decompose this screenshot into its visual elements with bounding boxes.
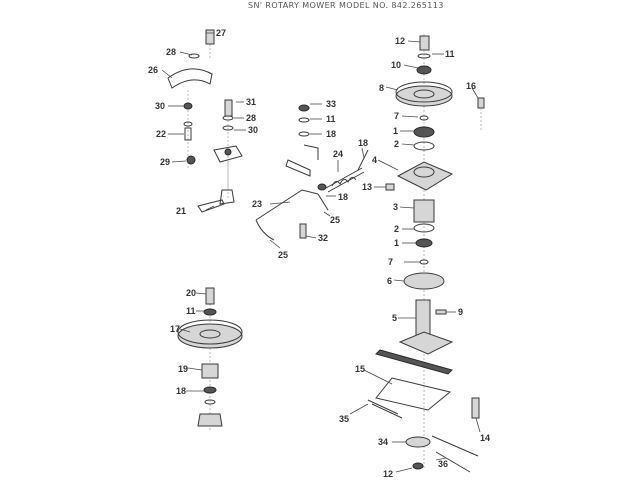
bolt-20 [206,288,214,304]
washer-18c [318,184,326,190]
bearing-1-bottom [416,239,432,247]
label-3: 3 [393,202,399,212]
label-23: 23 [252,199,263,209]
label-21: 21 [176,206,187,216]
label-14: 14 [480,433,491,443]
blade [376,350,452,374]
bolt-12-bottom [413,463,423,469]
bearing-1-top [414,127,434,137]
label-17: 17 [170,324,181,334]
spring-26 [168,69,212,88]
label-12-bottom: 12 [383,469,394,479]
bracket-mid [304,145,318,160]
label-30b: 30 [248,125,259,135]
label-18-lower: 18 [176,386,187,396]
spring-rod-24 [326,168,364,192]
rod-23 [256,190,318,220]
bolt-12-top [420,36,429,50]
hub-19 [202,364,218,378]
pin-9 [436,310,446,314]
label-25a: 25 [330,215,341,225]
housing-plate-4 [398,162,452,190]
label-16: 16 [466,81,477,91]
label-11-mid: 11 [326,114,336,124]
label-10: 10 [391,60,402,70]
label-24: 24 [333,149,344,159]
label-2-top: 2 [394,139,400,149]
label-19: 19 [178,364,189,374]
label-35: 35 [339,414,350,424]
bearing-housing-3 [414,200,434,222]
washer-34 [406,437,430,447]
label-30: 30 [155,101,166,111]
bolt-31 [225,100,232,116]
label-13: 13 [362,182,373,192]
label-33: 33 [326,99,337,109]
label-22: 22 [156,129,167,139]
label-8: 8 [379,83,385,93]
left-upper-assembly [168,30,242,212]
label-5: 5 [392,313,398,323]
label-7-top: 7 [394,111,400,121]
bolt-13 [386,184,394,190]
label-26: 26 [148,65,159,75]
pulley-8 [396,86,452,106]
rod-bend-25 [256,220,274,240]
nut-30a [184,103,192,109]
label-12-top: 12 [395,36,406,46]
label-31: 31 [246,97,257,107]
spindle-flange [400,332,452,354]
label-1-top: 1 [393,126,399,136]
label-27: 27 [216,28,227,38]
link-plate [286,160,310,176]
blade-adapter-15 [376,378,450,410]
label-20: 20 [186,288,197,298]
middle-linkage-assembly [256,105,368,240]
label-29: 29 [160,157,171,167]
nut-11-lower [204,309,216,315]
label-34: 34 [378,437,389,447]
label-36: 36 [438,459,449,469]
label-18c: 18 [338,192,349,202]
bolt-27 [206,30,214,44]
label-9: 9 [458,307,464,317]
label-2-bottom: 2 [394,224,400,234]
label-18a: 18 [326,129,337,139]
spindle-5 [416,300,430,336]
bolt-32 [300,224,306,238]
lever-block [220,190,234,204]
label-25b: 25 [278,250,289,260]
pulley-6 [404,273,444,289]
bolt-14 [472,398,479,418]
nut-29 [187,156,195,164]
diagram-title: SN' ROTARY MOWER MODEL NO. 842.265113 [248,1,444,10]
label-28: 28 [166,47,177,57]
nut-10 [417,66,431,74]
label-4: 4 [372,155,378,165]
nut-33 [299,105,309,111]
label-1-bottom: 1 [394,238,400,248]
label-32: 32 [318,233,329,243]
label-7-bottom: 7 [388,257,394,267]
label-11-right: 11 [445,49,455,59]
label-11-lower: 11 [186,306,196,316]
label-6: 6 [387,276,393,286]
washer-18-lower [204,387,216,393]
idler-bracket [198,414,222,426]
right-main-assembly [368,34,484,472]
label-15: 15 [355,364,366,374]
washer-11-mid [299,118,309,122]
fitting-16 [478,98,484,108]
washer-18a [299,132,309,136]
label-18b: 18 [358,138,369,148]
label-28b: 28 [246,113,257,123]
